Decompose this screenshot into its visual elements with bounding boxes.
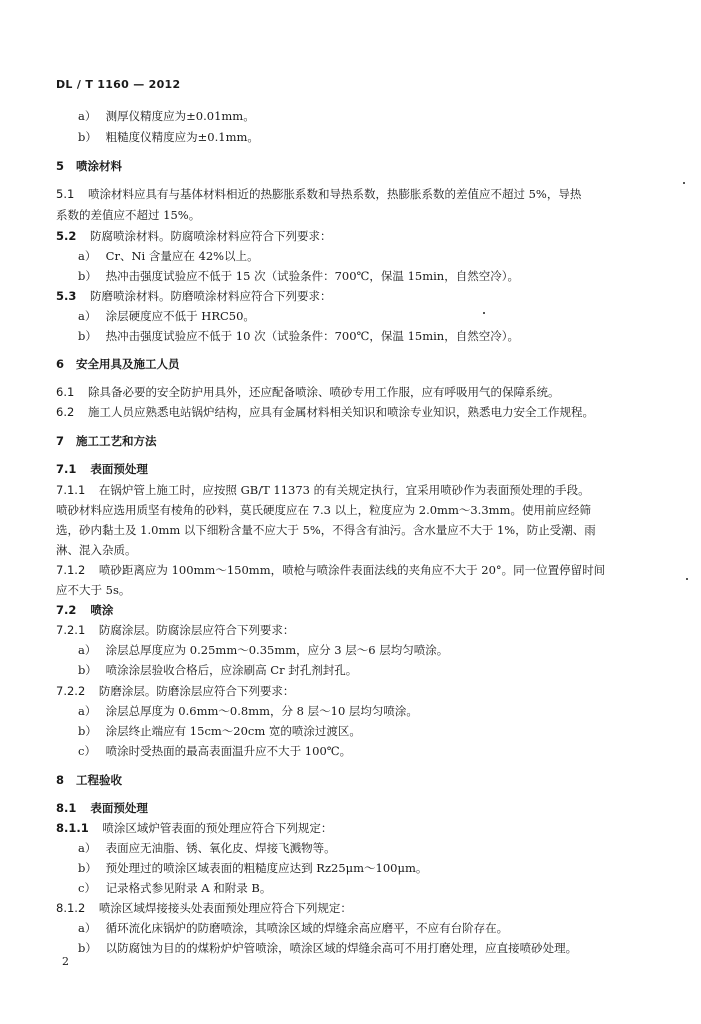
clause-text: 喷涂区域炉管表面的预处理应符合下列规定：	[102, 821, 333, 835]
clause-text: 选，砂内黏土及 1.0mm 以下细粉含量不应大于 5%，不得含有油污。含水量应不大于 1%，防止受潮、雨	[56, 523, 596, 537]
section-title: 喷涂材料	[76, 159, 123, 173]
section-heading	[56, 158, 122, 174]
paragraph-line	[56, 542, 137, 558]
paragraph-line	[56, 562, 605, 578]
clause-text: 系数的差值应不超过 15%。	[56, 208, 201, 222]
list-item	[78, 328, 519, 344]
paragraph-line	[56, 186, 581, 202]
clause-number: 8.1.1	[56, 821, 89, 835]
clause-title: 表面预处理	[90, 462, 148, 476]
paragraph-line	[56, 522, 596, 538]
clause-number: 8.1.2	[56, 901, 86, 915]
paragraph-line	[56, 683, 294, 699]
clause-number: 5.2	[56, 229, 77, 243]
clause-text: 喷涂区域焊接接头处表面预处理应符合下列规定：	[98, 901, 352, 915]
item-label: a）	[78, 249, 97, 263]
clause-number: 7.2.2	[56, 684, 86, 698]
section-number: 7	[56, 434, 65, 448]
item-text: 涂层硬度应不低于 HRC50。	[105, 309, 255, 323]
paragraph-line	[56, 900, 352, 916]
clause-number: 5.1	[56, 187, 75, 201]
document-header: DL / T 1160 — 2012	[56, 78, 181, 91]
section-number: 8	[56, 773, 65, 787]
scan-speck	[483, 312, 485, 314]
section-heading	[56, 772, 122, 788]
section-heading	[56, 433, 157, 449]
clause-number: 7.2.1	[56, 623, 86, 637]
item-text: 涂层总厚度应为 0.25mm～0.35mm，应分 3 层～6 层均匀喷涂。	[105, 643, 449, 657]
item-label: c）	[78, 881, 96, 895]
paragraph-line	[56, 228, 332, 244]
scan-speck	[686, 578, 688, 580]
item-text: 喷涂时受热面的最高表面温升应不大于 100℃。	[105, 744, 352, 758]
item-text: 喷涂涂层验收合格后，应涂刷高 Cr 封孔剂封孔。	[105, 663, 358, 677]
item-text: 循环流化床锅炉的防磨喷涂，其喷涂区域的焊缝余高应磨平，不应有台阶存在。	[105, 921, 509, 935]
clause-text: 应不大于 5s。	[56, 583, 131, 597]
clause-text: 防磨喷涂材料。防磨喷涂材料应符合下列要求：	[90, 289, 332, 303]
item-text: 涂层终止端应有 15cm～20cm 宽的喷涂过渡区。	[105, 724, 361, 738]
clause-number: 7.1.2	[56, 563, 86, 577]
item-text: 测厚仪精度应为±0.01mm。	[105, 109, 255, 123]
section-title: 施工工艺和方法	[76, 434, 157, 448]
item-label: a）	[78, 921, 97, 935]
clause-text: 淋、混入杂质。	[56, 543, 137, 557]
clause-title: 喷涂	[90, 603, 114, 617]
item-text: 粗糙度仪精度应为±0.1mm。	[105, 130, 259, 144]
item-text: 预处理过的喷涂区域表面的粗糙度应达到 Rz25μm～100μm。	[105, 861, 428, 875]
paragraph-line	[56, 622, 294, 638]
list-item	[78, 920, 508, 936]
item-label: b）	[78, 663, 97, 677]
clause-text: 除具备必要的安全防护用具外，还应配备喷涂、喷砂专用工作服，应有呼吸用气的保障系统。	[87, 385, 560, 399]
paragraph-line	[56, 404, 594, 420]
list-item	[78, 743, 351, 759]
clause-text: 施工人员应熟悉电站锅炉结构，应具有金属材料相关知识和喷涂专业知识，熟悉电力安全工作规程。	[87, 405, 594, 419]
clause-number: 6.1	[56, 385, 75, 399]
clause-text: 防磨涂层。防磨涂层应符合下列要求：	[98, 684, 295, 698]
list-item	[78, 642, 448, 658]
section-number: 6	[56, 357, 65, 371]
item-text: Cr、Ni 含量应在 42%以上。	[105, 249, 259, 263]
section-title: 安全用具及施工人员	[76, 357, 180, 371]
item-text: 热冲击强度试验应不低于 10 次（试验条件：700℃，保温 15min，自然空冷）。	[105, 329, 519, 343]
clause-number: 5.3	[56, 289, 77, 303]
item-label: b）	[78, 861, 97, 875]
clause-text: 防腐喷涂材料。防腐喷涂材料应符合下列要求：	[90, 229, 332, 243]
item-label: a）	[78, 704, 97, 718]
subsection-heading	[56, 800, 148, 816]
paragraph-line	[56, 582, 130, 598]
list-item	[78, 723, 361, 739]
clause-text: 喷涂材料应具有与基体材料相近的热膨胀系数和导热系数，热膨胀系数的差值应不超过 5%，导热	[87, 187, 582, 201]
list-item	[78, 940, 577, 956]
scan-speck	[683, 182, 685, 184]
paragraph-line	[56, 820, 332, 836]
clause-number: 6.2	[56, 405, 75, 419]
paragraph-line	[56, 288, 332, 304]
list-item	[78, 880, 271, 896]
subsection-heading	[56, 602, 113, 618]
clause-text: 喷砂距离应为 100mm～150mm，喷枪与喷涂件表面法线的夹角应不大于 20°。同一位置停留时间	[98, 563, 606, 577]
list-item	[78, 662, 357, 678]
item-label: a）	[78, 643, 97, 657]
item-label: a）	[78, 309, 97, 323]
clause-number: 8.1	[56, 801, 77, 815]
clause-number: 7.2	[56, 603, 77, 617]
clause-title: 表面预处理	[90, 801, 148, 815]
list-item	[78, 129, 259, 145]
paragraph-line	[56, 482, 590, 498]
list-item	[78, 860, 427, 876]
clause-text: 在锅炉管上施工时，应按照 GB/T 11373 的有关规定执行，宜采用喷砂作为表面预处理的手段。	[98, 483, 590, 497]
clause-text: 防腐涂层。防腐涂层应符合下列要求：	[98, 623, 295, 637]
item-label: b）	[78, 724, 97, 738]
paragraph-line	[56, 207, 200, 223]
subsection-heading	[56, 461, 148, 477]
item-label: b）	[78, 941, 97, 955]
section-title: 工程验收	[76, 773, 123, 787]
section-heading	[56, 356, 180, 372]
item-text: 涂层总厚度为 0.6mm～0.8mm，分 8 层～10 层均匀喷涂。	[105, 704, 418, 718]
list-item	[78, 840, 336, 856]
item-label: a）	[78, 841, 97, 855]
list-item	[78, 248, 259, 264]
item-text: 热冲击强度试验应不低于 15 次（试验条件：700℃，保温 15min，自然空冷）。	[105, 269, 519, 283]
item-label: b）	[78, 269, 97, 283]
item-text: 记录格式参见附录 A 和附录 B。	[105, 881, 272, 895]
section-number: 5	[56, 159, 65, 173]
item-label: b）	[78, 329, 97, 343]
item-label: b）	[78, 130, 97, 144]
list-item	[78, 268, 519, 284]
item-text: 表面应无油脂、锈、氧化皮、焊接飞溅物等。	[105, 841, 336, 855]
clause-number: 7.1.1	[56, 483, 86, 497]
clause-number: 7.1	[56, 462, 77, 476]
page-number: 2	[62, 955, 69, 968]
paragraph-line	[56, 384, 559, 400]
item-label: c）	[78, 744, 96, 758]
list-item	[78, 703, 418, 719]
list-item	[78, 108, 255, 124]
item-label: a）	[78, 109, 97, 123]
paragraph-line	[56, 502, 591, 518]
item-text: 以防腐蚀为目的的煤粉炉炉管喷涂，喷涂区域的焊缝余高可不用打磨处理，应直接喷砂处理。	[105, 941, 578, 955]
list-item	[78, 308, 255, 324]
clause-text: 喷砂材料应选用质坚有棱角的砂料，莫氏硬度应在 7.3 以上，粒度应为 2.0mm～3.3mm。使用前应经筛	[56, 503, 591, 517]
